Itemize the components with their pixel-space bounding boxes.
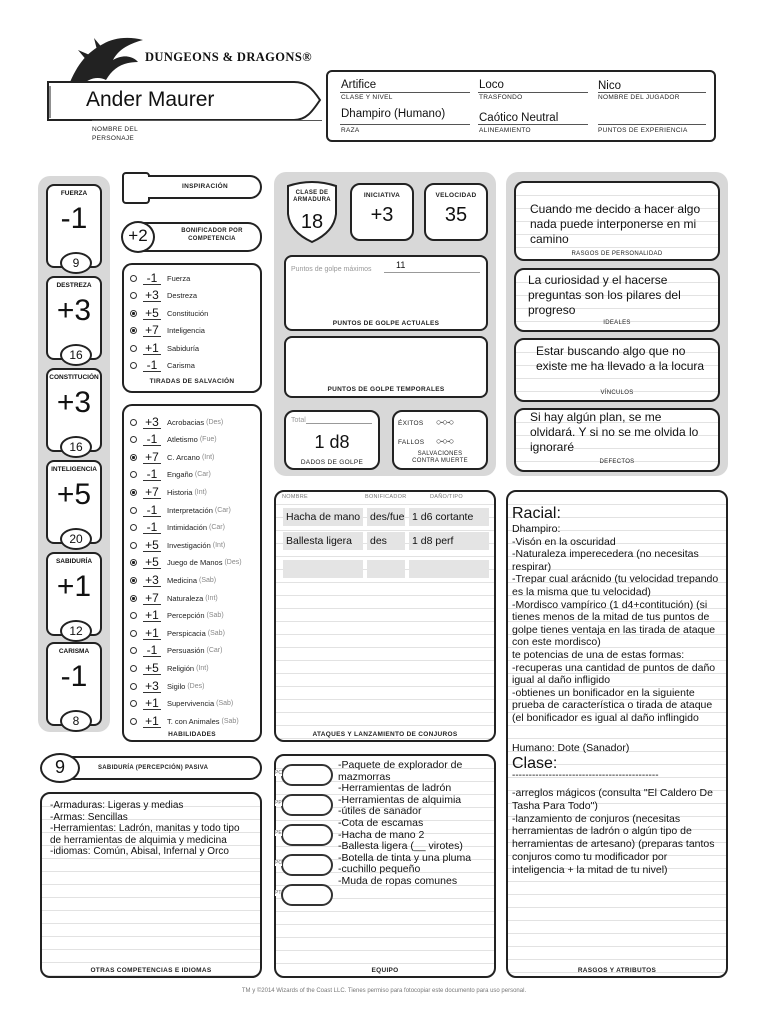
skill-name: Atletismo (167, 435, 198, 445)
proficiency-bonus-value: +2 (128, 226, 148, 245)
player-name-value[interactable]: Nico (598, 80, 622, 92)
proficiency-dot-icon[interactable] (130, 524, 137, 531)
text-line: -Muda de ropas comunes (338, 874, 458, 887)
skill-name: C. Arcano (167, 452, 200, 462)
proficiency-dot-icon[interactable] (130, 489, 137, 496)
skill-value: +3 (143, 680, 161, 693)
skill-name: Perspicacia (167, 628, 206, 638)
skill-name: Naturaleza (167, 593, 204, 603)
proficiencies-text[interactable] (50, 800, 250, 858)
text-line: -Cota de escamas (338, 816, 424, 829)
current-hp-label: PUNTOS DE GOLPE ACTUALES (332, 320, 440, 327)
attacks-col-name: NOMBRE (282, 494, 308, 500)
skill-name: Engaño (167, 470, 193, 480)
hit-dice-label: DADOS DE GOLPE (300, 459, 364, 466)
text-line: -útiles de sanador (338, 805, 422, 818)
skill-value: +1 (143, 697, 161, 710)
coin-pp-field[interactable] (275, 794, 333, 816)
skill-ability: (Sab) (207, 629, 225, 637)
skill-name: Acrobacias (167, 417, 205, 427)
hit-dice-value: 1 d8 (314, 432, 350, 452)
saving-throw-row[interactable] (130, 323, 205, 339)
skill-ability: (Car) (194, 471, 211, 479)
passive-perception-value: 9 (54, 757, 65, 777)
text-line: -Herramientas: Ladrón, manitas y todo tipo de herramientas de alquimia y medicina (50, 823, 240, 846)
skill-ability: (Int) (201, 453, 215, 461)
coin-label: PT (275, 890, 282, 896)
ability-score[interactable]: 16 (60, 344, 92, 366)
character-name[interactable]: Ander Maurer (86, 88, 215, 111)
skill-value: -1 (143, 504, 161, 517)
skill-value: +5 (143, 662, 161, 675)
coin-label: PP (275, 800, 282, 806)
coin-pe-field[interactable] (275, 824, 333, 846)
skill-name: Percepción (167, 611, 205, 621)
saving-throw-row[interactable] (130, 288, 197, 304)
text-line: -arreglos mágicos (consulta "El Caldero De Tasha Para Todo") (512, 787, 713, 812)
skill-ability: (Sab) (206, 612, 224, 620)
skill-name: Religión (167, 663, 195, 673)
alignment-label: ALINEAMIENTO (479, 127, 531, 134)
attack-row-empty-name[interactable] (283, 560, 363, 578)
attack-bonus[interactable]: des (367, 532, 405, 550)
coin-label: PC (275, 770, 282, 776)
alignment-value[interactable]: Caótico Neutral (479, 112, 559, 124)
skill-value: +5 (143, 556, 161, 569)
text-line: Dhampiro: (512, 523, 561, 535)
skill-row[interactable] (130, 572, 216, 588)
saving-throw-value: -1 (143, 359, 161, 372)
skill-value: -1 (143, 468, 161, 481)
skills-title: HABILIDADES (168, 731, 216, 738)
text-line: -lanzamiento de conjuros (necesitas herramientas de ladrón o algún tipo de herramientas de artesano) (preparas tantos conjuros como tu modificador por inteligencia + la mitad de tu nivel) (512, 812, 715, 876)
ideals-text: La curiosidad y el hacerse preguntas son los pilares del progreso (528, 273, 681, 317)
skill-row[interactable] (130, 449, 214, 465)
features-title: RASGOS Y ATRIBUTOS (577, 967, 657, 974)
bonds-text: Estar buscando algo que no existe me ha llevado a la locura (536, 344, 705, 373)
ability-score[interactable]: 20 (60, 528, 92, 550)
saving-throw-name: Inteligencia (167, 326, 205, 335)
skill-row[interactable] (130, 484, 207, 500)
ability-modifier: +3 (56, 294, 92, 327)
skill-name: Intimidación (167, 523, 208, 533)
ability-modifier: -1 (60, 660, 88, 693)
features-racial-text[interactable] (512, 523, 722, 725)
saving-throw-name: Constitución (167, 308, 209, 318)
proficiency-dot-icon[interactable] (130, 419, 137, 426)
text-line: -Botella de tinta y una pluma (338, 851, 472, 864)
armor-class-value: 18 (300, 211, 324, 233)
proficiency-dot-icon[interactable] (130, 362, 137, 369)
ability-label: CARISMA (58, 648, 90, 655)
skill-row[interactable] (130, 590, 218, 606)
skill-value: +3 (143, 574, 161, 587)
coin-label: PE (275, 830, 282, 836)
text-line: -Armaduras: Ligeras y medias (50, 800, 184, 811)
proficiency-dot-icon[interactable] (130, 292, 137, 299)
skill-name: Investigación (167, 540, 211, 550)
ability-4-box[interactable] (46, 460, 102, 544)
skill-ability: (Sab) (221, 717, 239, 725)
death-saves-successes-label: ÉXITOS (398, 420, 424, 427)
skill-ability: (Des) (187, 682, 205, 690)
xp-label: PUNTOS DE EXPERIENCIA (598, 127, 688, 134)
ability-2-box[interactable] (46, 276, 102, 360)
saving-throw-row[interactable] (130, 358, 195, 374)
skill-row[interactable] (130, 467, 211, 483)
skill-ability: (Int) (196, 664, 209, 672)
skill-value: +1 (143, 609, 161, 622)
death-saves-label: SALVACIONES CONTRA MUERTE (412, 451, 468, 464)
skill-value: +3 (143, 416, 161, 429)
skill-name: Persuasión (167, 646, 205, 656)
saving-throws-title: TIRADAS DE SALVACIÓN (149, 378, 235, 385)
skill-row[interactable] (130, 678, 204, 694)
ability-modifier: +1 (56, 570, 92, 603)
ability-modifier: -1 (60, 202, 88, 235)
footer-text: TM y ©2014 Wizards of the Coast LLC. Tienes permiso para fotocopiar este documento para uso personal. (241, 988, 527, 994)
saving-throw-name: Carisma (167, 361, 195, 370)
saving-throw-name: Fuerza (167, 273, 191, 283)
background-value[interactable]: Loco (479, 79, 504, 91)
flaws-text: Si hay algún plan, se me olvidará. Y si no se me olvida lo ignoraré (530, 410, 699, 454)
saving-throw-row[interactable] (130, 340, 199, 356)
death-saves-failures-label: FALLOS (398, 439, 425, 446)
skill-ability: (Fue) (199, 436, 217, 444)
ability-score[interactable]: 8 (60, 710, 92, 732)
skill-row[interactable] (130, 520, 225, 536)
text-line: -Armas: Sencillas (50, 811, 128, 823)
inspiration-label: INSPIRACIÓN (182, 183, 228, 190)
proficiency-dot-icon[interactable] (130, 595, 137, 602)
skill-ability: (Int) (205, 594, 218, 602)
text-line: -Paquete de explorador de mazmorras (338, 759, 463, 783)
bonds-label: VÍNCULOS (600, 390, 634, 396)
skill-ability: (Sab) (199, 576, 217, 584)
inspiration-checkbox[interactable] (122, 172, 150, 204)
saving-throw-name: Sabiduría (167, 343, 200, 353)
skill-row[interactable] (130, 432, 217, 448)
skill-row[interactable] (130, 625, 225, 641)
proficiency-dot-icon[interactable] (130, 507, 137, 514)
coin-pt-field[interactable] (275, 884, 333, 906)
logo-text: DUNGEONS & DRAGONS® (145, 50, 312, 64)
skill-ability: (Sab) (216, 700, 234, 708)
skill-value: +5 (143, 539, 161, 552)
skill-row[interactable] (130, 643, 222, 659)
hit-dice-total-label: Total (291, 417, 306, 424)
coin-label: PO (275, 860, 283, 866)
features-divider: -------------------------------------------- (512, 770, 659, 781)
max-hp-label: Puntos de golpe máximos (291, 266, 372, 273)
ability-label: FUERZA (60, 190, 88, 197)
background-label: TRASFONDO (479, 94, 523, 101)
ability-score[interactable]: 12 (60, 620, 92, 642)
passive-perception-label: SABIDURÍA (PERCEPCIÓN) PASIVA (98, 765, 209, 771)
skill-value: +7 (143, 592, 161, 605)
attack-name[interactable]: Ballesta ligera (283, 532, 363, 550)
coin-po-field[interactable] (275, 854, 333, 876)
skill-name: Historia (167, 487, 193, 497)
personality-traits-label: RASGOS DE PERSONALIDAD (571, 251, 663, 257)
race-value[interactable]: Dhampiro (Humano) (341, 108, 446, 120)
skill-row[interactable] (130, 660, 209, 676)
ability-label: CONSTITUCIÓN (49, 374, 99, 381)
text-line: -Hacha de mano 2 (338, 828, 425, 841)
ability-score[interactable]: 9 (60, 252, 92, 274)
proficiency-dot-icon[interactable] (130, 542, 137, 549)
skill-value: +7 (143, 451, 161, 464)
attack-bonus[interactable]: des/fue (367, 508, 405, 526)
skill-value: +1 (143, 715, 161, 728)
skill-ability: (Des) (224, 559, 242, 567)
skill-value: -1 (143, 433, 161, 446)
skill-value: -1 (143, 521, 161, 534)
features-racial-heading: Racial: (512, 505, 561, 522)
skill-name: Supervivencia (167, 699, 215, 709)
attack-damage[interactable]: 1 d6 cortante (409, 508, 489, 526)
attacks-col-damage: DAÑO/TIPO (430, 494, 463, 500)
ability-modifier: +3 (56, 386, 92, 419)
proficiency-dot-icon[interactable] (130, 471, 137, 478)
proficiency-dot-icon[interactable] (130, 700, 137, 707)
skill-ability: (Int) (194, 488, 207, 496)
proficiency-dot-icon[interactable] (130, 275, 137, 282)
skill-ability: (Car) (214, 506, 231, 514)
saving-throw-value: +3 (143, 289, 161, 302)
proficiencies-title: OTRAS COMPETENCIAS E IDIOMAS (90, 967, 212, 974)
saving-throw-row[interactable] (130, 305, 208, 321)
features-class-text[interactable] (512, 787, 720, 877)
text-line: -idiomas: Común, Abisal, Infernal y Orco (50, 846, 229, 857)
saving-throw-row[interactable] (130, 270, 190, 286)
skill-row[interactable] (130, 713, 239, 729)
proficiency-dot-icon[interactable] (130, 665, 137, 672)
features-human-line[interactable]: Humano: Dote (Sanador) (512, 742, 630, 754)
skill-value: -1 (143, 644, 161, 657)
skill-row[interactable] (130, 696, 233, 712)
speed-label: VELOCIDAD (435, 192, 477, 199)
death-saves-successes[interactable]: ○-○-○ (436, 417, 454, 427)
equipment-title: EQUIPO (371, 967, 399, 974)
speed-value: 35 (444, 204, 468, 226)
attack-damage[interactable]: 1 d8 perf (409, 532, 489, 550)
features-class-heading: Clase: (512, 755, 558, 772)
text-line: -Naturaleza imperecedera (no necesitas respirar) (512, 548, 699, 573)
death-saves-failures[interactable]: ○-○-○ (436, 436, 454, 446)
text-line: -Visón en la oscuridad (512, 535, 616, 548)
skill-name: Juego de Manos (167, 558, 223, 568)
player-name-label: NOMBRE DEL JUGADOR (598, 94, 680, 101)
proficiency-dot-icon[interactable] (130, 647, 137, 654)
ability-label: DESTREZA (56, 282, 92, 289)
proficiency-dot-icon[interactable] (130, 630, 137, 637)
proficiency-dot-icon[interactable] (130, 718, 137, 725)
skill-name: Sigilo (167, 681, 186, 691)
proficiency-dot-icon[interactable] (130, 436, 137, 443)
attacks-title: ATAQUES Y LANZAMIENTO DE CONJUROS (312, 731, 458, 738)
proficiency-dot-icon[interactable] (130, 310, 137, 317)
skill-row[interactable] (130, 502, 231, 518)
armor-class-label: CLASE DE ARMADURA (293, 190, 331, 203)
skill-row[interactable] (130, 414, 223, 430)
skill-ability: (Int) (212, 541, 226, 549)
ideals-label: IDEALES (603, 320, 631, 326)
saving-throw-value: -1 (143, 272, 161, 285)
text-line: -recuperas una cantidad de puntos de daño igual al daño infligido (512, 661, 716, 687)
character-name-label: NOMBRE DEL PERSONAJE (92, 126, 138, 142)
ability-score[interactable]: 16 (60, 436, 92, 458)
ability-modifier: +5 (56, 478, 92, 511)
proficiency-dot-icon[interactable] (130, 345, 137, 352)
text-line: -Trepar cual arácnido (tu velocidad trepando es la misma que tu velocidad) (512, 573, 719, 598)
proficiency-dot-icon[interactable] (130, 559, 137, 566)
text-line: -Herramientas de alquimia (338, 793, 462, 806)
skill-ability: (Car) (206, 647, 223, 655)
coin-pc-field[interactable] (275, 764, 333, 786)
ability-3-box[interactable] (46, 368, 102, 452)
proficiency-dot-icon[interactable] (130, 454, 137, 461)
proficiency-dot-icon[interactable] (130, 612, 137, 619)
saving-throw-value: +7 (143, 324, 161, 337)
attacks-col-bonus: BONIFICADOR (365, 494, 407, 500)
attack-row-empty-bonus[interactable] (367, 560, 405, 578)
saving-throw-name: Destreza (167, 291, 198, 300)
proficiency-dot-icon[interactable] (130, 683, 137, 690)
equipment-list[interactable] (338, 760, 488, 888)
personality-traits-text: Cuando me decido a hacer algo nada puede interponerse en mi camino (530, 202, 701, 246)
temp-hp-label: PUNTOS DE GOLPE TEMPORALES (327, 386, 445, 393)
text-line: -Mordisco vampírico (1 d4+contitución) (si tienes menos de la mitad de tus puntos de golpe tienes ventaja en las tirada de ataque con este mordisco) (512, 598, 716, 649)
attack-name[interactable]: Hacha de mano (283, 508, 363, 526)
ability-label: INTELIGENCIA (51, 466, 97, 473)
race-label: RAZA (341, 127, 360, 134)
skill-name: T. con Animales (167, 716, 220, 726)
flaws-label: DEFECTOS (599, 459, 635, 465)
text-line: -obtienes un bonificador en la siguiente prueba de característica o tirada de ataque (el bonificador es igual al daño inflingido (512, 686, 713, 724)
skill-row[interactable] (130, 608, 224, 624)
text-line: -Herramientas de ladrón (338, 782, 452, 795)
ability-1-box[interactable] (46, 184, 102, 268)
text-line: -Ballesta ligera (__ virotes) (338, 840, 463, 853)
max-hp-value[interactable]: 11 (396, 260, 406, 270)
skill-value: +7 (143, 486, 161, 499)
saving-throw-value: +1 (143, 342, 161, 355)
initiative-label: INICIATIVA (363, 192, 401, 199)
text-line: te potencias de una de estas formas: (512, 648, 685, 661)
skill-row[interactable] (130, 537, 225, 553)
attack-row-empty-damage[interactable] (409, 560, 489, 578)
saving-throw-value: +5 (143, 307, 161, 320)
proficiency-dot-icon[interactable] (130, 327, 137, 334)
skill-ability: (Car) (209, 524, 225, 532)
class-level-label: CLASE Y NIVEL (341, 94, 393, 101)
skill-name: Medicina (167, 575, 198, 585)
text-line: -cuchillo pequeño (338, 863, 421, 876)
ability-5-box[interactable] (46, 552, 102, 636)
ability-6-box[interactable] (46, 642, 102, 726)
attacks-box (274, 490, 496, 742)
initiative-value: +3 (370, 204, 394, 226)
skill-row[interactable] (130, 555, 242, 571)
ability-label: SABIDURÍA (55, 558, 93, 565)
class-level-value[interactable]: Artifice (341, 79, 377, 91)
skill-value: +1 (143, 627, 161, 640)
proficiency-dot-icon[interactable] (130, 577, 137, 584)
proficiency-bonus-label: BONIFICADOR POR COMPETENCIA (181, 228, 243, 242)
skill-ability: (Des) (206, 418, 224, 426)
skill-name: Interpretación (167, 505, 213, 515)
